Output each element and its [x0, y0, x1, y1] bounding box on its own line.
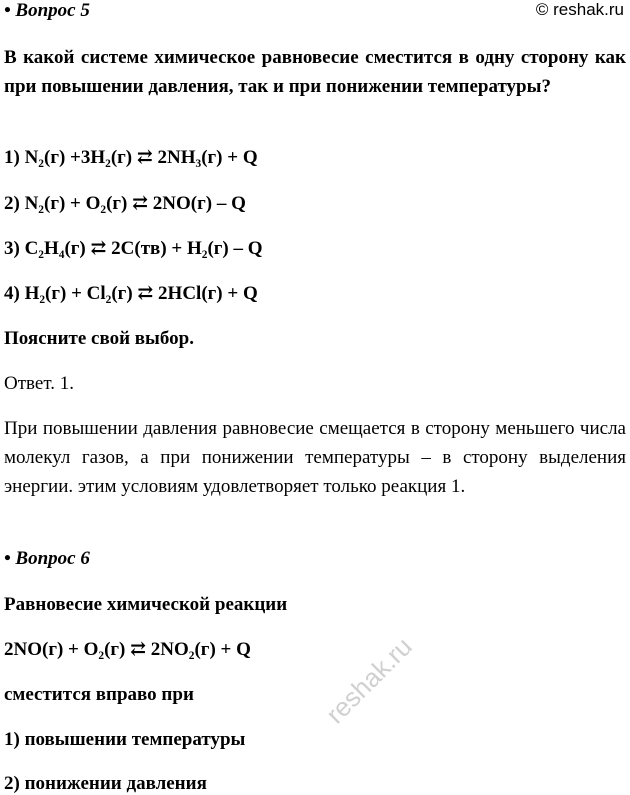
question-6-heading: • Вопрос 6	[4, 548, 90, 569]
diagonal-watermark: reshak.ru	[320, 631, 418, 730]
q5-answer: Ответ. 1.	[4, 373, 74, 394]
q6-equation: 2NO(г) + O₂(г) ⇄ 2NO₂(г) + Q	[4, 639, 251, 660]
q5-prompt: Поясните свой выбор.	[4, 328, 194, 349]
q5-explanation: При повышении давления равновесие смещается в сторону меньшего числа молекул газов, а при понижении температуры – в сторону выделения энергии. этим условиям удовлетворяет только реакция 1.	[4, 418, 626, 497]
question-5-text: В какой системе химическое равновесие сместится в одну сторону как при повышении давления, так и при понижении температуры?	[4, 47, 626, 97]
q6-option-2: 2) понижении давления	[4, 773, 207, 794]
q5-option-2: 2) N₂(г) + O₂(г) ⇄ 2NO(г) – Q	[4, 193, 246, 214]
q6-intro: Равновесие химической реакции	[4, 594, 288, 615]
q5-option-3: 3) C₂H₄(г) ⇄ 2C(тв) + H₂(г) – Q	[4, 238, 263, 259]
watermark-text: © reshak.ru	[535, 0, 624, 19]
q5-option-1: 1) N₂(г) +3H₂(г) ⇄ 2NH₃(г) + Q	[4, 147, 258, 168]
q5-option-4: 4) H₂(г) + Cl₂(г) ⇄ 2HCl(г) + Q	[4, 283, 258, 304]
q6-option-1: 1) повышении температуры	[4, 729, 246, 750]
question-5-heading: • Вопрос 5	[4, 0, 90, 21]
q6-stem: сместится вправо при	[4, 684, 194, 705]
